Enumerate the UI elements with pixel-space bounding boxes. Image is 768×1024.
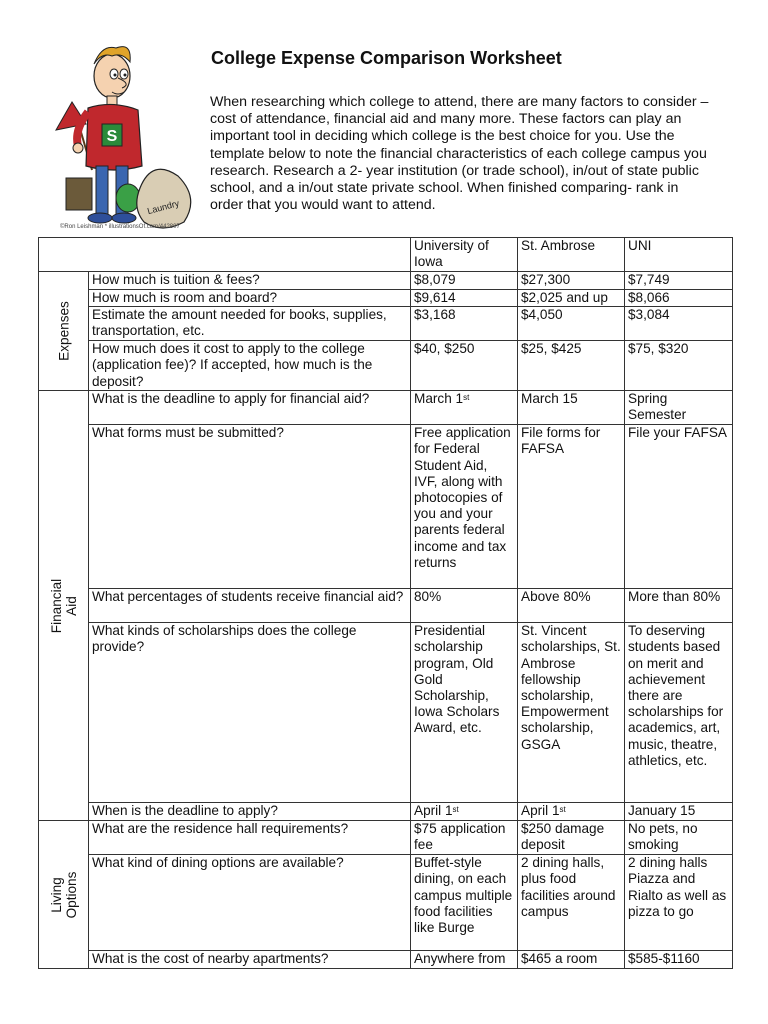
comparison-table <box>38 237 733 969</box>
answer-ambrose: $2,025 and up <box>518 290 625 307</box>
answer-ambrose: Above 80% <box>518 589 625 623</box>
section-label-financial: Financial <box>48 578 64 633</box>
pennant-letter: S <box>106 128 118 145</box>
page-title: College Expense Comparison Worksheet <box>211 48 562 68</box>
answer-iowa: Buffet-style dining, on each campus multiple food facilities like Burge <box>411 855 518 951</box>
section-label-expenses: Expenses <box>56 301 71 361</box>
question-cell: How much does it cost to apply to the college (application fee)? If accepted, how much is the deposit? <box>89 341 411 391</box>
header-uni: UNI <box>625 238 733 272</box>
answer-uni: $75, $320 <box>625 341 733 391</box>
answer-uni: $7,749 <box>625 272 733 290</box>
table-row <box>39 341 733 391</box>
question-cell: How much is room and board? <box>89 290 411 307</box>
answer-ambrose: April 1st <box>518 803 625 821</box>
table-row <box>39 821 733 855</box>
laundry-label: Laundry <box>146 198 181 217</box>
answer-ambrose: $27,300 <box>518 272 625 290</box>
answer-iowa: $75 application fee <box>411 821 518 855</box>
table-row <box>39 589 733 623</box>
answer-uni: January 15 <box>625 803 733 821</box>
answer-iowa: $40, $250 <box>411 341 518 391</box>
table-row <box>39 272 733 290</box>
answer-iowa: Anywhere from <box>411 951 518 969</box>
intro-paragraph: When researching which college to attend, there are many factors to consider –cost of attendance, financial aid and many more. These factors can play an important tool in deciding which college is the best choice for you. Use the template below to note the financial characteristics of each college campus you research. Research a 2- year institution (or trade school), in/out of state public school, and a in/out state private school. When finished comparing- rank in order that you would want to attend. <box>210 94 709 214</box>
answer-uni: File your FAFSA <box>625 425 733 589</box>
answer-iowa: $3,168 <box>411 307 518 341</box>
section-label-living: Living <box>48 876 64 913</box>
header-blank-cell <box>39 238 411 272</box>
table-row <box>39 803 733 821</box>
question-cell: What kinds of scholarships does the college provide? <box>89 623 411 803</box>
answer-uni: Spring Semester <box>625 391 733 425</box>
question-cell: What are the residence hall requirements? <box>89 821 411 855</box>
table-row <box>39 951 733 969</box>
section-expenses <box>39 272 89 391</box>
answer-ambrose: $250 damage deposit <box>518 821 625 855</box>
header-st-ambrose: St. Ambrose <box>518 238 625 272</box>
answer-iowa: 80% <box>411 589 518 623</box>
question-cell: How much is tuition & fees? <box>89 272 411 290</box>
answer-ambrose: File forms for FAFSA <box>518 425 625 589</box>
answer-uni: $3,084 <box>625 307 733 341</box>
table-row <box>39 290 733 307</box>
section-living-options <box>39 821 89 969</box>
answer-iowa: $8,079 <box>411 272 518 290</box>
table-row <box>39 623 733 803</box>
answer-iowa: April 1st <box>411 803 518 821</box>
question-cell: What is the deadline to apply for financial aid? <box>89 391 411 425</box>
question-cell: Estimate the amount needed for books, supplies, transportation, etc. <box>89 307 411 341</box>
answer-ambrose: $4,050 <box>518 307 625 341</box>
table-row <box>39 425 733 589</box>
table-row <box>39 391 733 425</box>
answer-ambrose: $25, $425 <box>518 341 625 391</box>
answer-ambrose: 2 dining halls, plus food facilities around campus <box>518 855 625 951</box>
answer-iowa: Presidential scholarship program, Old Gold Scholarship, Iowa Scholars Award, etc. <box>411 623 518 803</box>
header-university-of-iowa: University of Iowa <box>411 238 518 272</box>
table-row <box>39 855 733 951</box>
question-cell: What is the cost of nearby apartments? <box>89 951 411 969</box>
answer-uni: $585-$1160 <box>625 951 733 969</box>
answer-uni: No pets, no smoking <box>625 821 733 855</box>
question-cell: What percentages of students receive financial aid? <box>89 589 411 623</box>
table-header-row <box>39 238 733 272</box>
section-label-aid: Aid <box>63 595 79 616</box>
answer-iowa: March 1st <box>411 391 518 425</box>
answer-ambrose: St. Vincent scholarships, St. Ambrose fellowship scholarship, Empowerment scholarship, GSGA <box>518 623 625 803</box>
question-cell: What kind of dining options are available? <box>89 855 411 951</box>
section-financial-aid <box>39 391 89 821</box>
question-cell: When is the deadline to apply? <box>89 803 411 821</box>
answer-uni: $8,066 <box>625 290 733 307</box>
clipart-credit: ©Ron Leishman * illustrationsOf.com/442807 <box>60 224 180 230</box>
answer-ambrose: March 15 <box>518 391 625 425</box>
answer-uni: 2 dining halls Piazza and Rialto as well as pizza to go <box>625 855 733 951</box>
answer-ambrose: $465 a room <box>518 951 625 969</box>
table-row <box>39 307 733 341</box>
answer-iowa: Free application for Federal Student Aid, IVF, along with photocopies of you and your parents federal income and tax returns <box>411 425 518 589</box>
answer-iowa: $9,614 <box>411 290 518 307</box>
section-label-options: Options <box>63 871 79 919</box>
question-cell: What forms must be submitted? <box>89 425 411 589</box>
student-cartoon-illustration <box>52 38 200 234</box>
answer-uni: More than 80% <box>625 589 733 623</box>
answer-uni: To deserving students based on merit and achievement there are scholarships for academics, art, music, theatre, athletics, etc. <box>625 623 733 803</box>
